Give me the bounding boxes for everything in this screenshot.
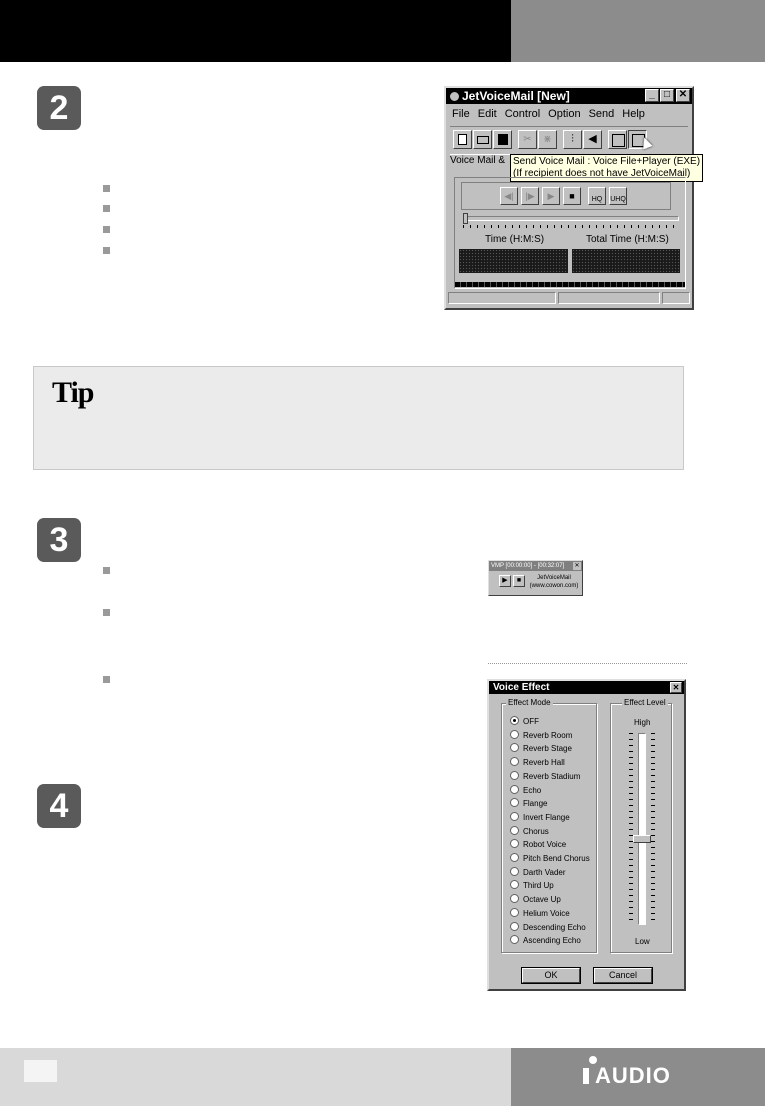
radio-chorus[interactable] (510, 825, 590, 839)
footer-bar-light (0, 1048, 511, 1106)
player-panel (454, 177, 686, 289)
play-button[interactable] (542, 187, 560, 205)
close-icon: ✕ (574, 563, 580, 569)
position-slider-thumb[interactable] (463, 213, 468, 224)
vmp-titlebar (489, 561, 582, 571)
time-label: Time (H:M:S) (485, 234, 545, 245)
app-icon (450, 92, 459, 101)
logo-i (583, 1068, 589, 1084)
vmp-close-button[interactable] (573, 562, 581, 570)
bullet (103, 226, 110, 233)
radio-icon (510, 743, 519, 752)
hq-record-button[interactable] (588, 187, 606, 205)
tooltip-line-2: (If recipient does not have JetVoiceMail) (513, 168, 691, 179)
close-icon: ✕ (672, 683, 680, 692)
vmp-url: (www.cowon.com) (529, 583, 579, 589)
step-2-badge: 2 (37, 86, 81, 130)
floppy-icon (498, 134, 508, 145)
low-label: Low (635, 937, 650, 946)
menu-file[interactable]: File (452, 108, 470, 120)
ok-button[interactable]: OK (522, 968, 580, 983)
radio-label: OFF (523, 717, 539, 726)
save-button[interactable] (493, 130, 512, 149)
radio-icon (510, 867, 519, 876)
radio-label: Pitch Bend Chorus (523, 854, 590, 864)
separator (488, 663, 687, 664)
mix-icon: ⋇ (543, 134, 552, 145)
logo-text: AUDIO (595, 1063, 671, 1088)
voice-effect-dialog (487, 679, 686, 991)
waveform-button[interactable] (563, 130, 582, 149)
bullet (103, 567, 110, 574)
next-icon: |▶ (525, 191, 535, 201)
radio-label: Descending Echo (523, 922, 586, 932)
close-icon: ✕ (678, 89, 688, 100)
radio-reverb-hall[interactable] (510, 756, 590, 770)
prev-icon: ◀| (504, 191, 514, 201)
radio-third-up[interactable] (510, 879, 590, 893)
radio-helium-voice[interactable] (510, 907, 590, 921)
radio-label: Reverb Room (523, 730, 573, 740)
radio-icon (510, 826, 519, 835)
radio-invert-flange[interactable] (510, 811, 590, 825)
minimize-icon: _ (649, 89, 655, 100)
maximize-icon: □ (663, 89, 671, 100)
radio-icon (510, 880, 519, 889)
header-bar-gray (511, 0, 765, 62)
jetvoicemail-window (444, 86, 701, 310)
level-ticks-left (629, 733, 633, 925)
vmp-stop-button[interactable] (513, 575, 525, 587)
radio-icon (510, 853, 519, 862)
radio-label: Darth Vader (523, 867, 566, 877)
radio-label: Echo (523, 785, 542, 795)
dialog-close-button[interactable] (670, 682, 682, 693)
menu-help[interactable]: Help (622, 108, 645, 120)
position-slider[interactable] (463, 216, 679, 221)
status-pane-1 (448, 292, 556, 304)
bullet (103, 676, 110, 683)
stop-icon: ■ (569, 191, 575, 201)
vmp-play-button[interactable] (499, 575, 511, 587)
stop-button[interactable] (563, 187, 581, 205)
total-time-display (572, 249, 680, 273)
step-4-badge: 4 (37, 784, 81, 828)
status-pane-3 (662, 292, 690, 304)
bullet (103, 609, 110, 616)
radio-icon (510, 894, 519, 903)
play-icon: ▶ (547, 191, 555, 201)
status-pane-2 (558, 292, 660, 304)
high-label: High (634, 718, 651, 727)
stop-icon: ■ (516, 577, 522, 584)
tip-box (33, 366, 684, 470)
uhq-record-button[interactable] (609, 187, 627, 205)
next-button[interactable] (521, 187, 539, 205)
radio-robot-voice[interactable] (510, 838, 590, 852)
radio-label: Reverb Stage (523, 744, 572, 754)
folder-icon (477, 136, 489, 144)
total-time-label: Total Time (H:M:S) (586, 234, 669, 245)
cut-button[interactable] (518, 130, 537, 149)
radio-echo[interactable] (510, 784, 590, 798)
radio-label: Flange (523, 799, 548, 809)
waveform-icon: ⫶ (571, 133, 574, 145)
speaker-button[interactable] (583, 130, 602, 149)
iaudio-logo (583, 1063, 671, 1089)
hq-label: HQ (591, 196, 603, 203)
radio-octave-up[interactable] (510, 893, 590, 907)
tooltip-line-1: Send Voice Mail : Voice File+Player (EXE) (513, 156, 701, 167)
radio-label: Reverb Stadium (523, 771, 581, 781)
radio-icon (510, 922, 519, 931)
radio-icon (510, 771, 519, 780)
tip-label: Tip (52, 376, 94, 409)
level-meter (455, 282, 685, 287)
uhq-label: UHQ (610, 196, 626, 203)
radio-icon (510, 730, 519, 739)
bullet (103, 205, 110, 212)
mix-button[interactable] (538, 130, 557, 149)
radio-reverb-stage[interactable] (510, 742, 590, 756)
radio-ascending-echo[interactable] (510, 934, 590, 948)
radio-label: Third Up (523, 881, 554, 891)
radio-darth-vader[interactable] (510, 866, 590, 880)
radio-label: Helium Voice (523, 908, 570, 918)
bullet (103, 185, 110, 192)
menu-send[interactable]: Send (588, 108, 615, 120)
close-button[interactable] (676, 89, 690, 102)
new-button[interactable] (453, 130, 472, 149)
vmp-title: VMP [00:00:00] - [00:32:07] (491, 563, 565, 569)
scissors-icon: ✂ (523, 134, 532, 145)
radio-label: Chorus (523, 826, 549, 836)
vmp-brand (529, 574, 579, 590)
radio-icon (510, 935, 519, 944)
effect-level-label: Effect Level (624, 698, 666, 707)
page-number-box (24, 1060, 57, 1082)
new-file-icon (458, 134, 467, 145)
radio-pitch-bend-chorus[interactable] (510, 852, 590, 866)
radio-label: Reverb Hall (523, 758, 565, 768)
radio-icon (510, 798, 519, 807)
vmp-player-window (488, 560, 583, 596)
radio-label: Robot Voice (523, 840, 567, 850)
menu-control[interactable]: Control (504, 108, 541, 120)
menu-bar (452, 108, 653, 120)
bullet (103, 247, 110, 254)
time-display (459, 249, 568, 273)
radio-icon (510, 908, 519, 917)
voice-effect-titlebar (489, 681, 684, 694)
play-icon: ▶ (502, 577, 508, 584)
jetvoicemail-titlebar (446, 88, 692, 104)
radio-flange[interactable] (510, 797, 590, 811)
radio-label: Invert Flange (523, 812, 570, 822)
radio-reverb-room[interactable] (510, 729, 590, 743)
effect-level-slider[interactable] (638, 733, 646, 925)
slider-ticks (463, 225, 677, 228)
radio-reverb-stadium[interactable] (510, 770, 590, 784)
step-3-badge: 3 (37, 518, 81, 562)
mail-icon (612, 134, 625, 147)
toolbar (450, 126, 688, 155)
level-ticks-right (651, 733, 655, 925)
header-bar-dark (0, 0, 511, 62)
radio-icon (510, 812, 519, 821)
prev-button[interactable] (500, 187, 518, 205)
voice-mail-tab[interactable]: Voice Mail & (450, 155, 506, 166)
minimize-button[interactable] (645, 89, 659, 102)
effect-mode-list (510, 715, 590, 948)
effect-mode-label: Effect Mode (508, 698, 551, 707)
radio-off[interactable] (510, 715, 590, 729)
radio-selected-icon (510, 716, 519, 725)
radio-label: Octave Up (523, 895, 561, 905)
radio-icon (510, 785, 519, 794)
window-title: JetVoiceMail [New] (462, 89, 570, 103)
send-mail-button[interactable] (608, 130, 627, 149)
speaker-icon: ◀ (588, 133, 597, 145)
radio-icon (510, 757, 519, 766)
dialog-title: Voice Effect (493, 682, 550, 693)
radio-label: Ascending Echo (523, 936, 581, 946)
maximize-button[interactable] (660, 89, 674, 102)
menu-edit[interactable]: Edit (477, 108, 497, 120)
cancel-button[interactable]: Cancel (594, 968, 652, 983)
open-button[interactable] (473, 130, 492, 149)
menu-option[interactable]: Option (548, 108, 581, 120)
vmp-brand-name: JetVoiceMail (537, 575, 571, 581)
radio-descending-echo[interactable] (510, 921, 590, 935)
radio-icon (510, 839, 519, 848)
effect-level-thumb[interactable] (633, 835, 651, 843)
